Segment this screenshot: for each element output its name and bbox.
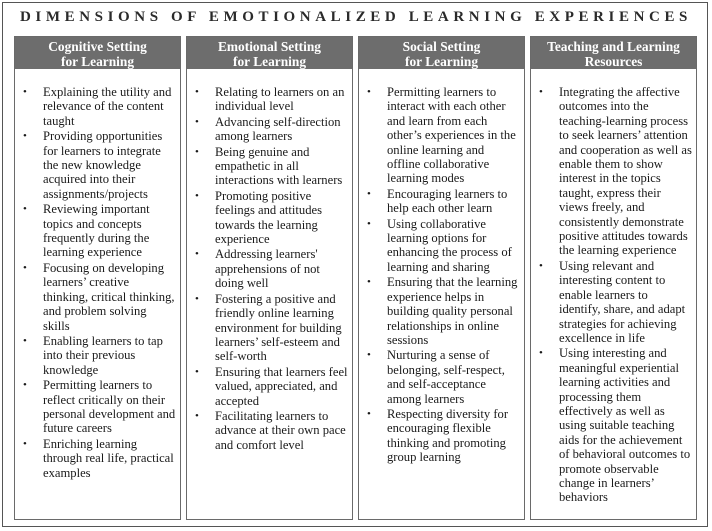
bullet-icon: •: [539, 86, 543, 98]
list-item-text: Facilitating learners to advance at their own pace and comfort level: [215, 408, 346, 452]
list-item-text: Explaining the utility and relevance of the content taught: [43, 85, 172, 128]
list-item: [359, 275, 520, 347]
list-item-text: Addressing learners' apprehensions of not doing well: [215, 247, 320, 291]
list-item: [187, 145, 348, 188]
bullet-icon: •: [195, 292, 199, 305]
list-item-text: Fostering a positive and friendly online learning environment for building learners’ self-esteem and self-worth: [215, 291, 342, 364]
list-item-text: Reviewing important topics and concepts frequently during the learning experience: [43, 202, 150, 260]
item-list: [187, 69, 352, 452]
column-emotional-setting: [186, 36, 353, 520]
list-item: [359, 85, 520, 186]
bullet-icon: •: [195, 365, 199, 378]
bullet-icon: •: [539, 347, 543, 360]
list-item: [359, 187, 520, 216]
bullet-icon: •: [539, 259, 543, 272]
list-item-text: Nurturing a sense of belonging, self-respect, and self-acceptance among learners: [387, 348, 505, 406]
list-item: [187, 365, 348, 408]
bullet-icon: •: [195, 145, 199, 158]
list-item-text: Ensuring that learners feel valued, appreciated, and accepted: [215, 364, 348, 408]
list-item-text: Using collaborative learning options for enhancing the process of learning and sharing: [387, 216, 512, 274]
list-item: [531, 85, 692, 258]
bullet-icon: •: [367, 276, 371, 289]
list-item-text: Providing opportunities for learners to integrate the new knowledge acquired into their assignments/projects: [43, 129, 163, 201]
column-social-setting: [358, 36, 525, 520]
bullet-icon: •: [23, 203, 27, 216]
bullet-icon: •: [195, 115, 199, 128]
column-heading: Emotional Setting for Learning: [187, 37, 352, 69]
list-item-text: Encouraging learners to help each other learn: [387, 186, 508, 216]
column-teaching-resources: [530, 36, 697, 520]
figure-title: DIMENSIONS OF EMOTIONALIZED LEARNING EXPERIENCES: [20, 9, 692, 25]
bullet-icon: •: [195, 189, 199, 202]
list-item: [187, 85, 348, 114]
list-item: [359, 348, 520, 406]
bullet-icon: •: [23, 130, 27, 143]
list-item: [15, 129, 176, 201]
list-item: [15, 202, 176, 260]
bullet-icon: •: [367, 217, 371, 230]
list-item: [15, 85, 176, 128]
list-item: [15, 261, 176, 333]
list-item-text: Ensuring that the learning experience helps in building quality personal relationships in online sessions: [387, 275, 518, 347]
bullet-icon: •: [367, 407, 371, 420]
column-heading: Cognitive Setting for Learning: [15, 37, 180, 69]
list-item: [187, 115, 348, 144]
list-item-text: Enabling learners to tap into their previous knowledge: [43, 333, 163, 377]
list-item: [15, 437, 176, 480]
list-item-text: Permitting learners to interact with each other and learn from each other’s experiences in the online learning and offline collaborative learning modes: [387, 85, 516, 186]
list-item: [15, 378, 176, 436]
bullet-icon: •: [367, 86, 371, 98]
list-item-text: Respecting diversity for encouraging flexible thinking and promoting group learning: [387, 406, 509, 465]
list-item: [15, 334, 176, 377]
list-item-text: Permitting learners to reflect critically on their personal development and future careers: [43, 378, 176, 436]
list-item-text: Promoting positive feelings and attitudes towards the learning experience: [215, 188, 323, 247]
bullet-icon: •: [195, 86, 199, 98]
column-heading: Teaching and Learning Resources: [531, 37, 696, 69]
column-heading: Social Setting for Learning: [359, 37, 524, 69]
list-item-text: Relating to learners on an individual level: [215, 85, 345, 114]
list-item-text: Integrating the affective outcomes into the teaching-learning process to seek learners’ attention and cooperation as well as enable them to show interest in the topics taught, express their views freely, and consistently demonstrate positive attitudes towards the learning experience: [559, 85, 692, 258]
list-item-text: Enriching learning through real life, practical examples: [43, 436, 174, 480]
list-item-text: Focusing on developing learners’ creative thinking, critical thinking, and problem solving skills: [43, 260, 175, 333]
item-list: [531, 69, 696, 505]
bullet-icon: •: [195, 248, 199, 261]
list-item: [531, 346, 692, 504]
list-item: [359, 217, 520, 275]
column-cognitive-setting: [14, 36, 181, 520]
list-item: [187, 409, 348, 452]
list-item: [187, 292, 348, 364]
bullet-icon: •: [23, 437, 27, 450]
list-item-text: Using relevant and interesting content to enable learners to identify, share, and adapt strategies for achieving excellence in life: [559, 258, 686, 345]
bullet-icon: •: [23, 86, 27, 98]
item-list: [15, 69, 180, 480]
list-item: [187, 247, 348, 290]
item-list: [359, 69, 524, 465]
bullet-icon: •: [367, 187, 371, 200]
list-item: [187, 189, 348, 247]
bullet-icon: •: [195, 409, 199, 422]
bullet-icon: •: [367, 349, 371, 362]
bullet-icon: •: [23, 261, 27, 274]
list-item: [359, 407, 520, 465]
bullet-icon: •: [23, 379, 27, 392]
list-item-text: Using interesting and meaningful experiential learning activities and processing them effectively as well as using suitable teaching aids for the achievement of behavioral outcomes to promote observable change in learners’ behaviors: [559, 346, 691, 505]
list-item-text: Advancing self-direction among learners: [215, 114, 341, 144]
list-item-text: Being genuine and empathetic in all interactions with learners: [215, 144, 343, 188]
bullet-icon: •: [23, 334, 27, 347]
list-item: [531, 259, 692, 345]
